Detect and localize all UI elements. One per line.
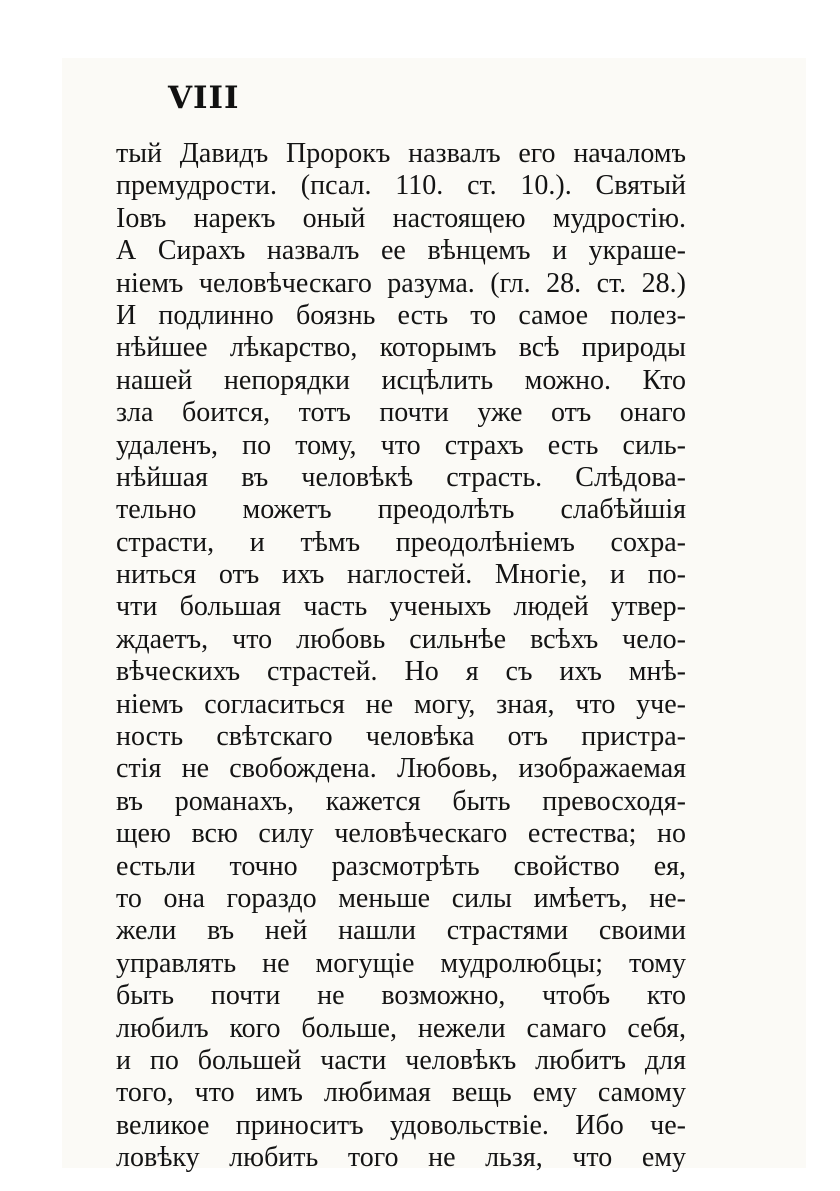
text-line: того, что имъ любимая вещь ему самому: [116, 1077, 686, 1109]
text-line: управлять не могущіе мудролюбцы; тому: [116, 947, 686, 979]
text-line: И подлинно боязнь есть то самое полез-: [116, 299, 686, 331]
text-line: А Сирахъ назвалъ ее вѣнцемъ и украше-: [116, 235, 686, 267]
text-line: вѣческихъ страстей. Но я съ ихъ мнѣ-: [116, 656, 686, 688]
text-line: великое приноситъ удовольствіе. Ибо че-: [116, 1109, 686, 1141]
text-line: щею всю силу человѣческаго естества; но: [116, 818, 686, 850]
text-line: быть почти не возможно, чтобъ кто: [116, 980, 686, 1012]
text-line: нашей непорядки исцѣлить можно. Кто: [116, 364, 686, 396]
text-line: нѣйшая въ человѣкѣ страсть. Слѣдова-: [116, 461, 686, 493]
text-line: Іовъ нарекъ оный настоящею мудростію.: [116, 202, 686, 234]
text-line: страсти, и тѣмъ преодолѣніемъ сохра-: [116, 526, 686, 558]
text-line: нѣйшее лѣкарство, которымъ всѣ природы: [116, 332, 686, 364]
text-line: стія не свобождена. Любовь, изображаемая: [116, 753, 686, 785]
text-line: зла боится, тотъ почти уже отъ онаго: [116, 397, 686, 429]
page-number: VIII: [168, 80, 240, 116]
text-line: ловѣку любить того не льзя, что ему: [116, 1142, 686, 1174]
text-line: ніемъ человѣческаго разума. (гл. 28. ст. 28.): [116, 267, 686, 299]
text-line: ждаетъ, что любовь сильнѣе всѣхъ чело-: [116, 623, 686, 655]
text-line: жели въ ней нашли страстями своими: [116, 915, 686, 947]
text-line: премудрости. (псал. 110. ст. 10.). Святый: [116, 170, 686, 202]
text-line: чти большая часть ученыхъ людей утвер-: [116, 591, 686, 623]
text-line: въ романахъ, кажется быть превосходя-: [116, 785, 686, 817]
text-line: и по большей части человѣкъ любитъ для: [116, 1044, 686, 1076]
text-line: удаленъ, по тому, что страхъ есть силь-: [116, 429, 686, 461]
text-line: тельно можетъ преодолѣть слабѣйшія: [116, 494, 686, 526]
text-line: ниться отъ ихъ наглостей. Многіе, и по-: [116, 559, 686, 591]
body-text: [116, 138, 686, 1175]
text-line: ность свѣтскаго человѣка отъ пристра-: [116, 721, 686, 753]
text-line: ніемъ согласиться не могу, зная, что уче-: [116, 688, 686, 720]
text-line: естьли точно разсмотрѣть свойство ея,: [116, 850, 686, 882]
text-line: любилъ кого больше, нежели самаго себя,: [116, 1012, 686, 1044]
text-line: то она гораздо меньше силы имѣетъ, не-: [116, 882, 686, 914]
text-line: тый Давидъ Пророкъ назвалъ его началомъ: [116, 138, 686, 169]
